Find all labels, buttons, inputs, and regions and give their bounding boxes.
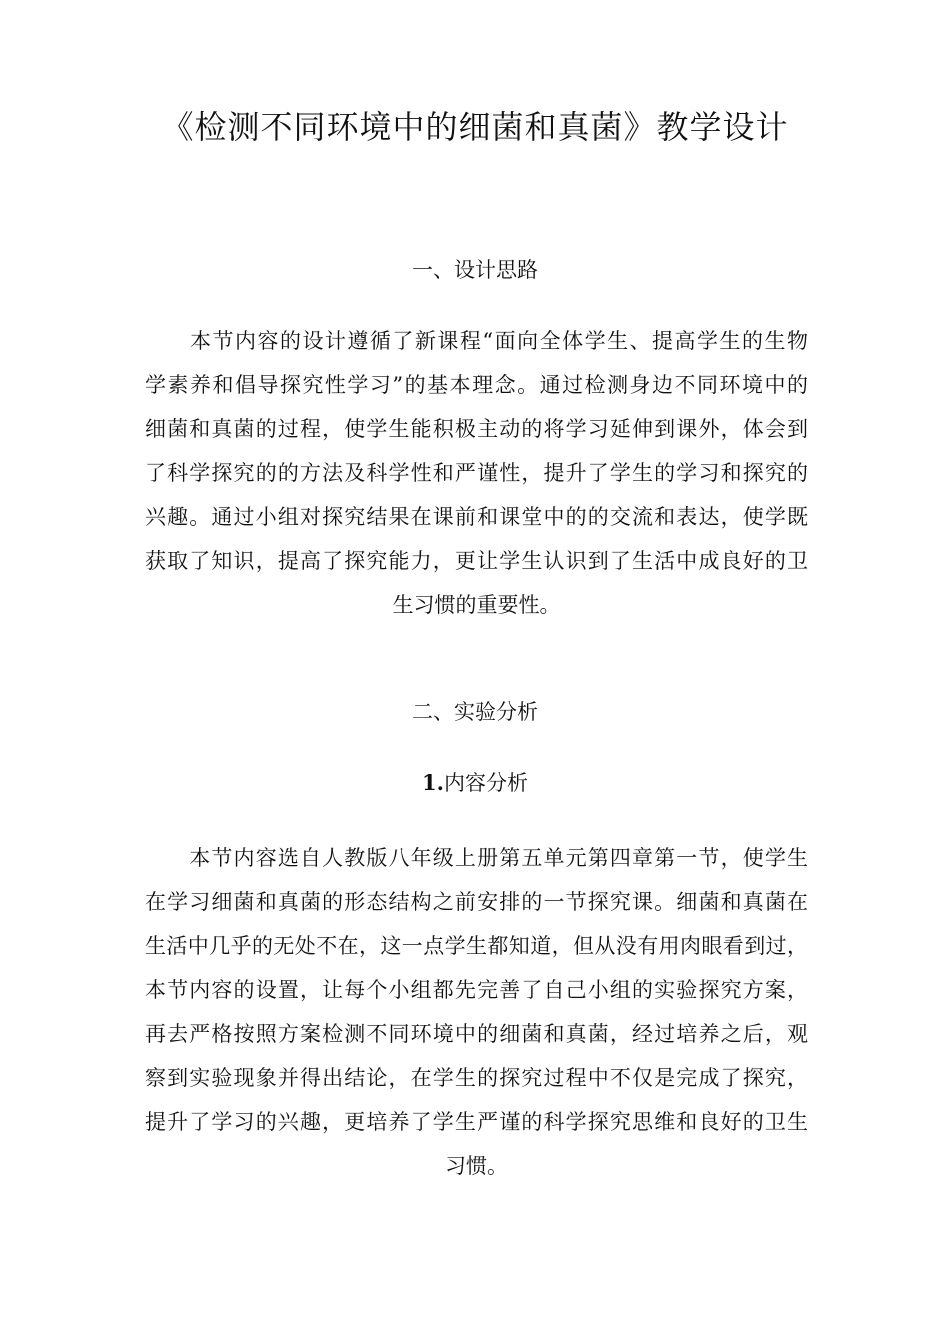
- subheading-text: 内容分析: [443, 771, 528, 795]
- paragraph-line: 本节内容的设计遵循了新课程“面向全体学生、提高学生的生物: [145, 329, 808, 353]
- paragraph-line: 生活中几乎的无处不在，这一点学生都知道，但从没有用肉眼看到过，: [145, 934, 808, 958]
- subheading-number: 1.: [422, 770, 444, 795]
- paragraph-line: 提升了学习的兴趣，更培养了学生严谨的科学探究思维和良好的卫生: [145, 1110, 808, 1134]
- document-title: 《检测不同环境中的细菌和真菌》教学设计: [161, 108, 789, 146]
- paragraph-line: 细菌和真菌的过程，使学生能积极主动的将学习延伸到课外，体会到: [145, 417, 808, 441]
- section-heading-experiment-analysis: 二、实验分析: [412, 700, 538, 724]
- paragraph-line: 生习惯的重要性。: [392, 593, 561, 617]
- paragraph-line: 学素养和倡导探究性学习”的基本理念。通过检测身边不同环境中的: [145, 373, 808, 397]
- paragraph-line: 察到实验现象并得出结论，在学生的探究过程中不仅是完成了探究，: [145, 1066, 808, 1090]
- subheading-content-analysis: [0, 768, 950, 798]
- paragraph-line: 兴趣。通过小组对探究结果在课前和课堂中的的交流和表达，使学既: [145, 505, 808, 529]
- content-analysis-paragraph: [145, 836, 808, 1188]
- paragraph-line: 再去严格按照方案检测不同环境中的细菌和真菌，经过培养之后，观: [145, 1022, 808, 1046]
- paragraph-line: 了科学探究的的方法及科学性和严谨性，提升了学生的学习和探究的: [145, 461, 808, 485]
- section-heading-design-idea: 一、设计思路: [412, 258, 538, 282]
- paragraph-line: 本节内容的设置，让每个小组都先完善了自己小组的实验探究方案，: [145, 978, 808, 1002]
- design-idea-paragraph: [145, 319, 808, 627]
- paragraph-line: 本节内容选自人教版八年级上册第五单元第四章第一节，使学生: [145, 846, 808, 870]
- paragraph-line: 获取了知识，提高了探究能力，更让学生认识到了生活中成良好的卫: [145, 549, 808, 573]
- paragraph-line: 习惯。: [445, 1154, 508, 1178]
- paragraph-line: 在学习细菌和真菌的形态结构之前安排的一节探究课。细菌和真菌在: [145, 890, 808, 914]
